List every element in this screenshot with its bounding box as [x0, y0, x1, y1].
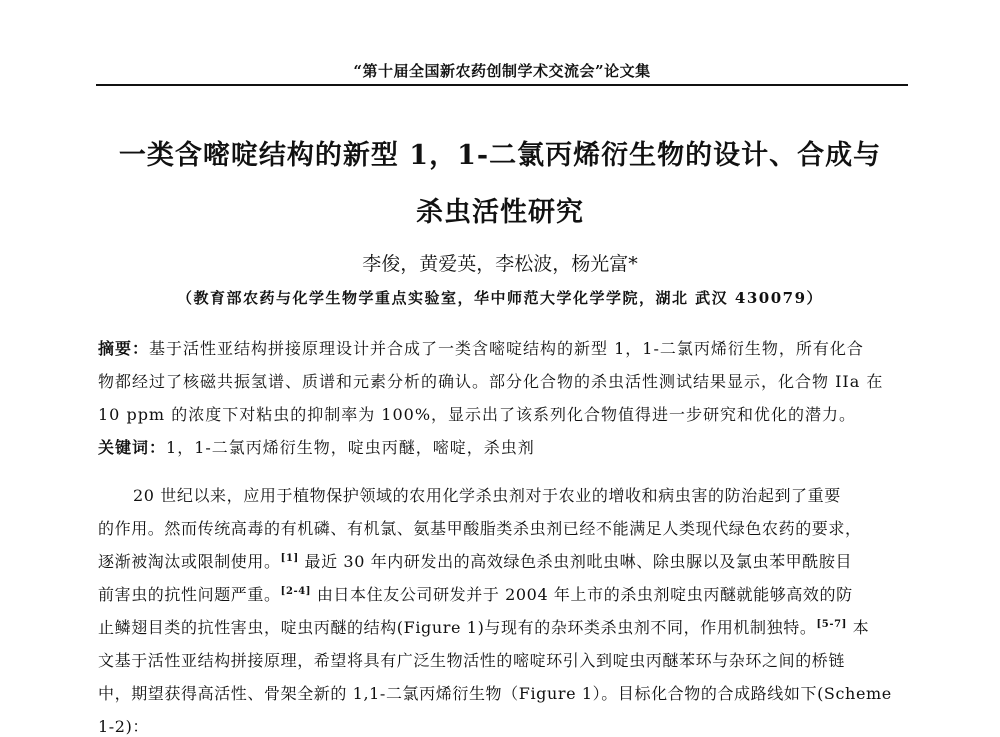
body-line-2: 的作用。然而传统高毒的有机磷、有机氯、氨基甲酸脂类杀虫剂已经不能满足人类现代绿色农药的要求， [98, 519, 862, 538]
paper-title-line2: 杀虫活性研究 [416, 197, 584, 228]
body-text: 前害虫的抗性问题严重。 [98, 585, 281, 604]
body-line-8: 1-2)： [98, 717, 150, 736]
body-text: 逐渐被淘汰或限制使用。 [98, 552, 281, 571]
body-line-5 [98, 615, 906, 638]
citation-ref: [5-7] [816, 619, 847, 630]
running-header: “第十届全国新农药创制学术交流会”论文集 [353, 62, 651, 80]
abstract-line-2: 物都经过了核磁共振氢谱、质谱和元素分析的确认。部分化合物的杀虫活性测试结果显示，化合物 IIa 在 [98, 372, 884, 391]
keywords-text: 1，1-二氯丙烯衍生物，啶虫丙醚，嘧啶，杀虫剂 [166, 438, 535, 457]
affiliation: （教育部农药与化学生物学重点实验室，华中师范大学化学学院，湖北 武汉 430079） [176, 289, 824, 307]
citation-ref: [2-4] [280, 586, 312, 597]
body-text: 由日本住友公司研发并于 2004 年上市的杀虫剂啶虫丙醚就能够高效的防 [316, 585, 853, 604]
abstract-text-1: 基于活性亚结构拼接原理设计并合成了一类含嘧啶结构的新型 1，1-二氯丙烯衍生物，所有化合 [149, 339, 864, 358]
body-line-4 [98, 582, 906, 605]
citation-ref: [1] [280, 553, 299, 564]
body-text: 止鳞翅目类的抗性害虫，啶虫丙醚的结构(Figure 1)与现有的杂环类杀虫剂不同，作用机制独特。 [98, 618, 817, 637]
abstract-line-3: 10 ppm 的浓度下对粘虫的抑制率为 100%，显示出了该系列化合物值得进一步研究和优化的潜力。 [98, 405, 857, 424]
keywords-label: 关键词： [98, 438, 167, 457]
body-text: 最近 30 年内研发出的高效绿色杀虫剂吡虫啉、除虫脲以及氯虫苯甲酰胺目 [304, 552, 853, 571]
keywords-line [98, 435, 906, 458]
author-list: 李俊，黄爱英，李松波，杨光富* [362, 253, 638, 275]
body-line-3 [98, 549, 906, 572]
body-line-6: 文基于活性亚结构拼接原理，希望将具有广泛生物活性的嘧啶环引入到啶虫丙醚苯环与杂环之间的桥链 [98, 651, 846, 670]
body-line-7: 中，期望获得高活性、骨架全新的 1,1-二氯丙烯衍生物（Figure 1）。目标化合物的合成路线如下(Scheme [98, 684, 892, 703]
paper-title-line1: 一类含嘧啶结构的新型 1，1-二氯丙烯衍生物的设计、合成与 [118, 140, 882, 171]
body-text: 本 [852, 618, 870, 637]
header-rule [96, 84, 908, 86]
body-line-1: 20 世纪以来，应用于植物保护领域的农用化学杀虫剂对于农业的增收和病虫害的防治起到了重要 [133, 486, 841, 505]
abstract-line-1 [98, 336, 906, 359]
abstract-label: 摘要： [98, 339, 150, 358]
